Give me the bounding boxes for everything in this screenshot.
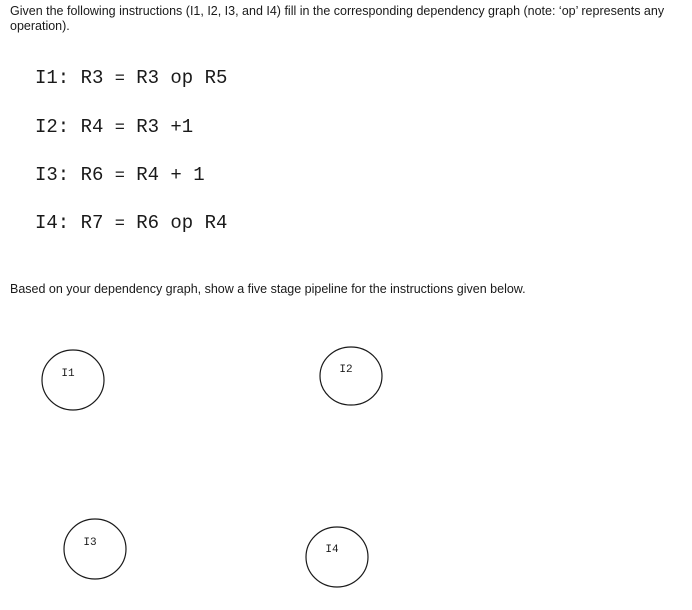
instruction-expr: R4 + 1 [136, 164, 205, 186]
graph-node-i4[interactable] [306, 527, 368, 587]
node-label: I2 [339, 364, 353, 376]
instruction-line-2 [35, 116, 193, 138]
instruction-expr: R3 +1 [136, 116, 194, 138]
node-label: I4 [325, 544, 339, 556]
instruction-line-4 [35, 212, 227, 234]
instruction-equals: = [114, 165, 125, 184]
instruction-dest: R6 [80, 164, 104, 186]
instruction-equals: = [114, 213, 125, 232]
graph-node-i2[interactable] [320, 347, 382, 405]
instruction-label: I2: [35, 116, 70, 138]
node-circle [42, 350, 104, 410]
node-label: I3 [83, 537, 97, 549]
instruction-equals: = [114, 117, 125, 136]
instruction-dest: R7 [80, 212, 104, 234]
instruction-label: I3: [35, 164, 70, 186]
question-intro: Given the following instructions (I1, I2, I3, and I4) fill in the corresponding dependency graph (note: ‘op’ represents any operation). [10, 4, 665, 33]
node-label: I1 [61, 368, 75, 380]
instruction-line-1 [35, 67, 227, 89]
instruction-label: I1: [35, 67, 70, 89]
instruction-expr: R6 op R4 [136, 212, 228, 234]
instruction-label: I4: [35, 212, 70, 234]
instruction-line-3 [35, 164, 205, 186]
instruction-dest: R3 [80, 67, 104, 89]
instruction-equals: = [114, 68, 125, 87]
node-circle [320, 347, 382, 405]
instruction-dest: R4 [80, 116, 104, 138]
instruction-expr: R3 op R5 [136, 67, 228, 89]
node-circle [64, 519, 126, 579]
pipeline-prompt: Based on your dependency graph, show a five stage pipeline for the instructions given below. [10, 282, 526, 296]
node-circle [306, 527, 368, 587]
graph-node-i1[interactable] [42, 350, 104, 410]
graph-node-i3[interactable] [64, 519, 126, 579]
